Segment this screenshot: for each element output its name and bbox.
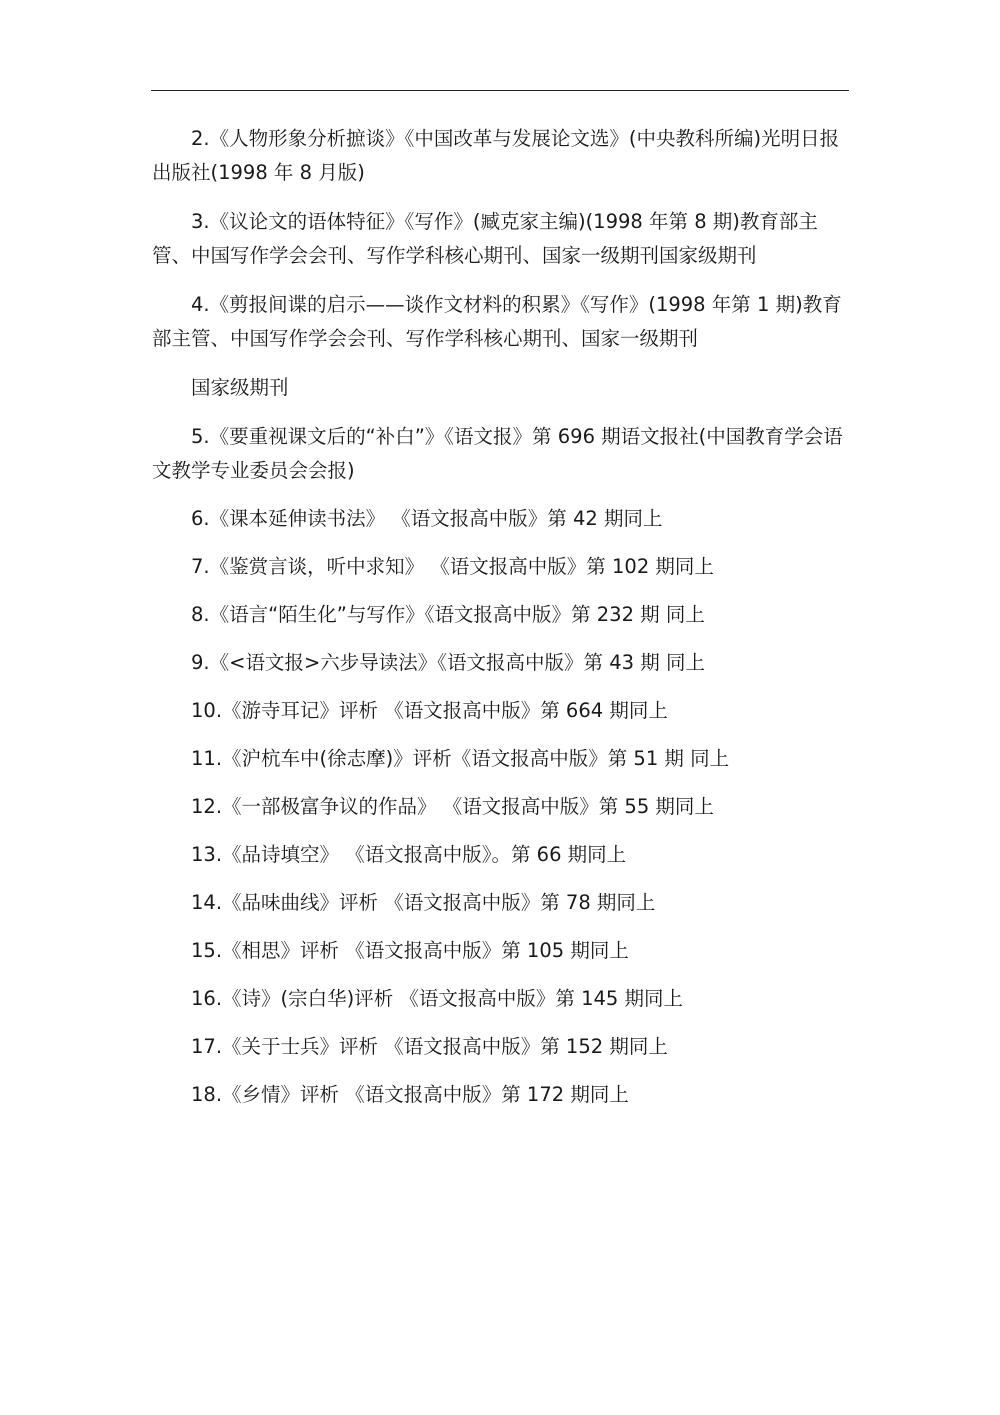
list-item: 10.《游寺耳记》评析 《语文报高中版》第 664 期同上 [191, 699, 668, 722]
list-item: 4.《剪报间谍的启示——谈作文材料的积累》《写作》(1998 年第 1 期)教育部主管、中国写作学会会刊、写作学科核心期刊、国家一级期刊 [152, 293, 842, 350]
list-item: 8.《语言“陌生化”与写作》《语文报高中版》第 232 期 同上 [191, 603, 705, 626]
list-item: 国家级期刊 [191, 376, 289, 399]
list-item: 3.《议论文的语体特征》《写作》(臧克家主编)(1998 年第 8 期)教育部主管、中国写作学会会刊、写作学科核心期刊、国家一级期刊国家级期刊 [152, 210, 818, 267]
list-item: 18.《乡情》评析 《语文报高中版》第 172 期同上 [191, 1083, 629, 1106]
list-item: 7.《鉴赏言谈，听中求知》 《语文报高中版》第 102 期同上 [191, 555, 714, 578]
list-item: 13.《品诗填空》 《语文报高中版》。第 66 期同上 [191, 843, 627, 866]
list-item: 9.《<语文报>六步导读法》《语文报高中版》第 43 期 同上 [191, 651, 705, 674]
list-item: 15.《相思》评析 《语文报高中版》第 105 期同上 [191, 939, 629, 962]
list-item: 14.《品味曲线》评析 《语文报高中版》第 78 期同上 [191, 891, 656, 914]
list-item: 6.《课本延伸读书法》 《语文报高中版》第 42 期同上 [191, 507, 663, 530]
list-item: 11.《沪杭车中(徐志摩)》评析《语文报高中版》第 51 期 同上 [191, 747, 730, 770]
reference-list [152, 122, 848, 1112]
list-item: 5.《要重视课文后的“补白”》《语文报》第 696 期语文报社(中国教育学会语文教学专业委员会会报) [152, 425, 843, 482]
list-item: 17.《关于士兵》评析 《语文报高中版》第 152 期同上 [191, 1035, 668, 1058]
header-rule [151, 90, 849, 91]
list-item: 16.《诗》(宗白华)评析 《语文报高中版》第 145 期同上 [191, 987, 684, 1010]
list-item: 12.《一部极富争议的作品》 《语文报高中版》第 55 期同上 [191, 795, 714, 818]
list-item: 2.《人物形象分析摭谈》《中国改革与发展论文选》(中央教科所编)光明日报出版社(1998 年 8 月版) [152, 127, 840, 184]
